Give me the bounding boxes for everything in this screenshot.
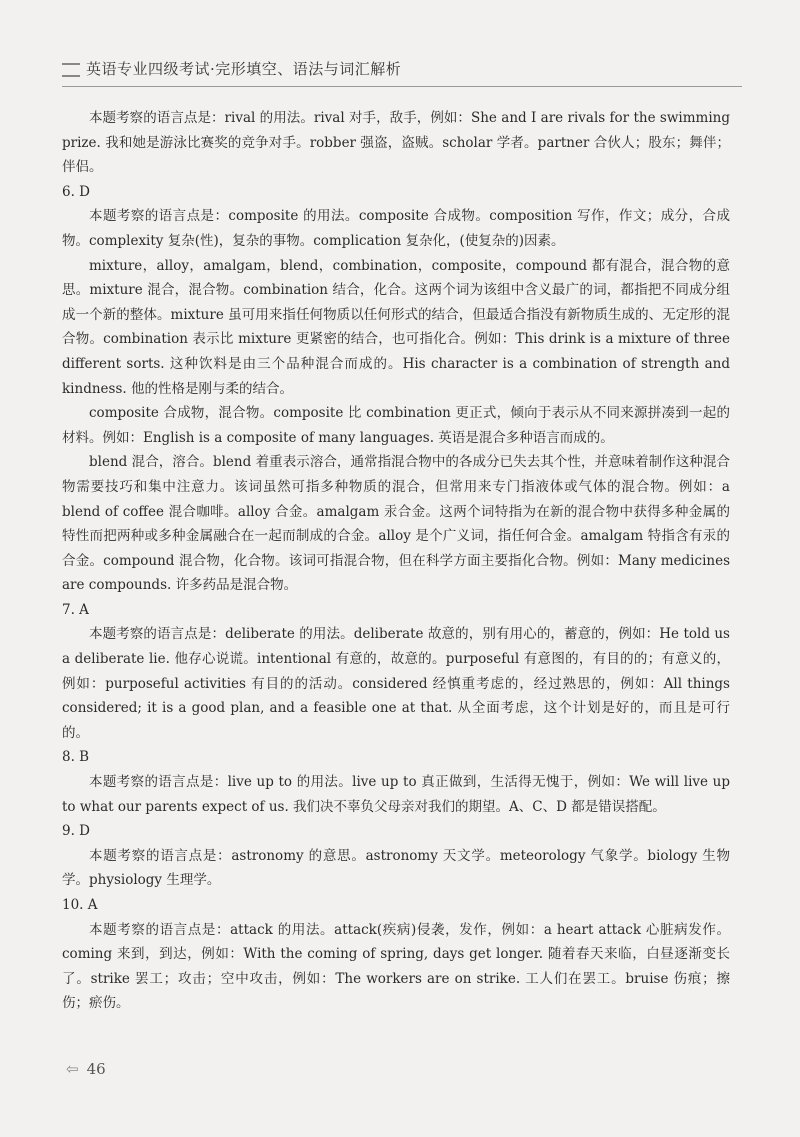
paragraph: 本题考察的语言点是：composite 的用法。composite 合成物。composition 写作，作文；成分，合成物。complexity 复杂(性)，复杂的事物。complication 复杂化，(使复杂的)因素。 <box>62 208 730 249</box>
page-footer <box>66 1060 106 1078</box>
answer-label: 10. A <box>62 897 98 913</box>
paragraph: 本题考察的语言点是：attack 的用法。attack(疾病)侵袭，发作，例如：a heart attack 心脏病发作。coming 来到，到达，例如：With the coming of spring, days get longer. 随着春天来临，白昼逐渐变长了。strike 罢工；攻击；空中攻击，例如：The workers are on strike. 工人们在罢工。bruise 伤痕；擦伤；瘀伤。 <box>62 921 730 1012</box>
running-header <box>62 58 742 79</box>
answer-label: 8. B <box>62 749 90 766</box>
paragraph: 本题考察的语言点是：deliberate 的用法。deliberate 故意的，别有用心的，蓄意的，例如：He told us a deliberate lie. 他存心说谎。intentional 有意的，故意的。purposeful 有意图的，有目的的；有意义的，例如：purposeful activities 有目的的活动。considered 经慎重考虑的，经过熟思的，例如：All things considered; it is a good plan, and a feasible one at that. 从全面考虑，这个计划是好的，而且是可行的。 <box>62 626 730 741</box>
paragraph: 本题考察的语言点是：astronomy 的意思。astronomy 天文学。meteorology 气象学。biology 生物学。physiology 生理学。 <box>62 847 730 889</box>
header-title: 英语专业四级考试·完形填空、语法与词汇解析 <box>86 60 402 78</box>
answer-label: 9. D <box>62 823 90 840</box>
answer-label: 7. A <box>62 601 89 618</box>
answer-label: 6. D <box>62 183 90 200</box>
paragraph: 本题考察的语言点是：live up to 的用法。live up to 真正做到，生活得无愧于，例如：We will live up to what our parents expect of us. 我们决不辜负父母亲对我们的期望。A、C、D 都是错误搭配。 <box>62 774 730 815</box>
body-text <box>62 106 730 1016</box>
paragraph: 本题考察的语言点是：rival 的用法。rival 对手，敌手，例如：She and I are rivals for the swimming prize. 我和她是游泳比赛奖的竞争对手。robber 强盗，盗贼。scholar 学者。partner 合伙人；股东；舞伴；伴侣。 <box>62 110 730 176</box>
book-icon <box>62 63 80 77</box>
paragraph: blend 混合，溶合。blend 着重表示溶合，通常指混合物中的各成分已失去其个性，并意味着制作这种混合物需要技巧和集中注意力。该词虽然可指多种物质的混合，但常用来专门指液体或气体的混合物。例如：a blend of coffee 混合咖啡。alloy 合金。amalgam 汞合金。这两个词特指为在新的混合物中获得多种金属的特性而把两种或多种金属融合在一起而制成的合金。alloy 是个广义词，指任何合金。amalgam 特指含有汞的合金。compound 混合物，化合物。该词可指混合物，但在科学方面主要指化合物。例如：Many medicines are compounds. 许多药品是混合物。 <box>62 454 730 594</box>
arrow-left-icon: ⇦ <box>66 1060 79 1078</box>
page-number: 46 <box>86 1060 106 1078</box>
header-divider <box>62 86 742 87</box>
paragraph: mixture，alloy，amalgam，blend，combination，composite，compound 都有混合，混合物的意思。mixture 混合，混合物。combination 结合，化合。这两个词为该组中含义最广的词，都指把不同成分组成一个新的整体。mixture 虽可用来指任何物质以任何形式的结合，但最适合指没有新物质生成的、无定形的混合物。combination 表示比 mixture 更紧密的结合，也可指化合。例如：This drink is a mixture of three different sorts. 这种饮料是由三个品种混合而成的。His character is a combination of strength and kindness. 他的性格是刚与柔的结合。 <box>62 257 730 397</box>
paragraph: composite 合成物，混合物。composite 比 combination 更正式，倾向于表示从不同来源拼凑到一起的材料。例如：English is a composite of many languages. 英语是混合多种语言而成的。 <box>62 405 730 446</box>
